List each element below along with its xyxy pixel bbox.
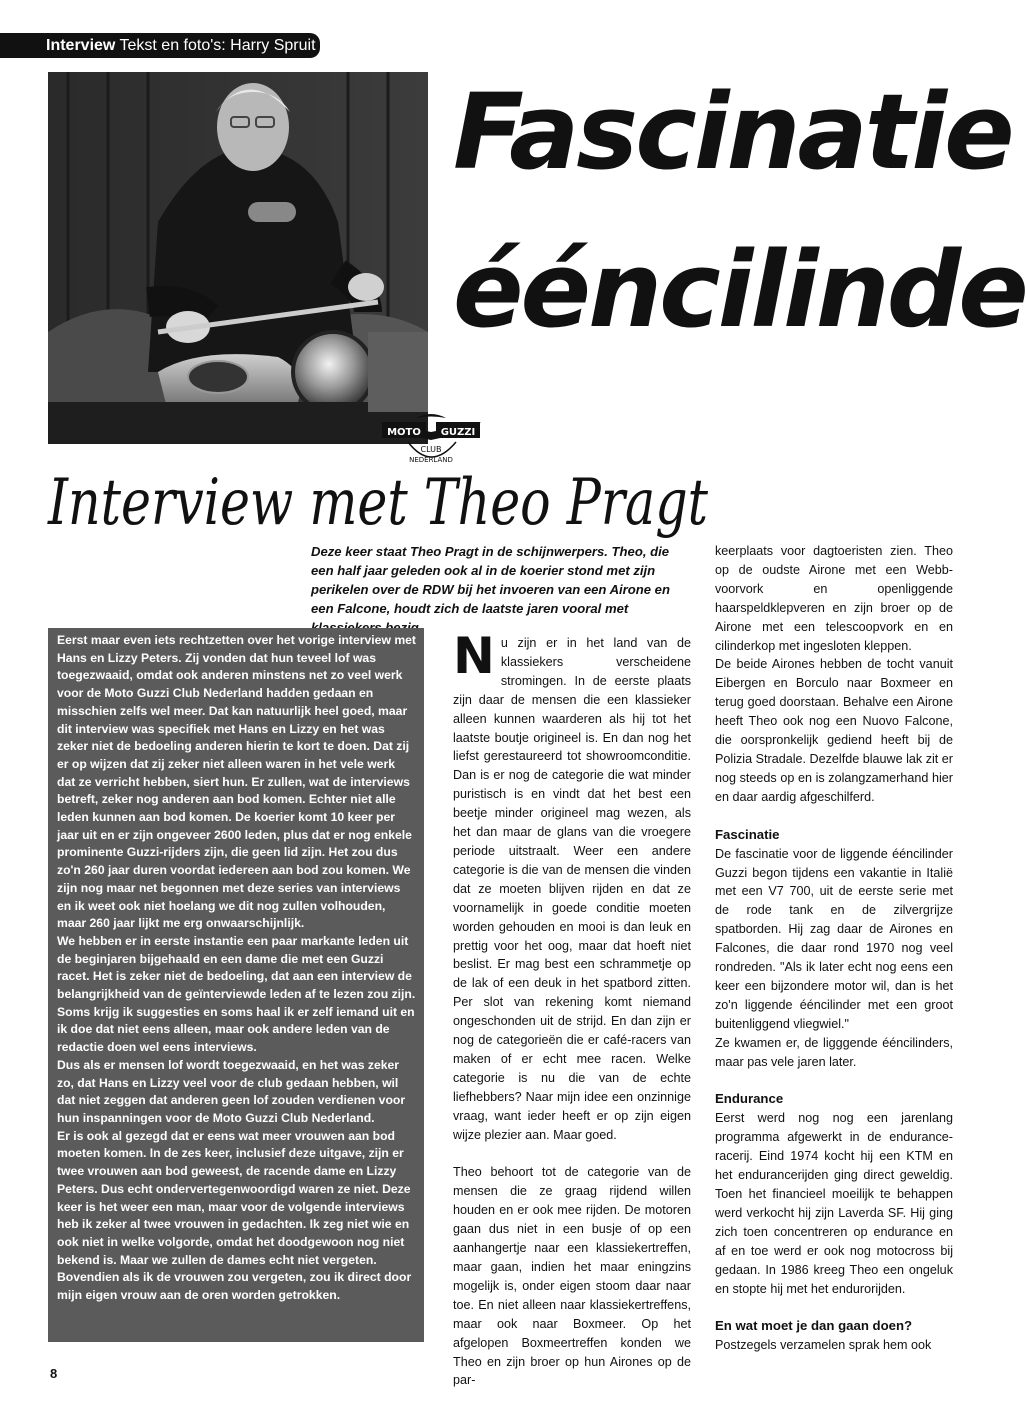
photo-illustration <box>48 72 428 444</box>
intro-paragraph: Deze keer staat Theo Pragt in de schijnwerpers. Theo, die een half jaar geleden ook al in de koerier stond met zijn perikelen over de RDW bij het invoeren van een Airone en een Falcone, houdt zich de laatste jaren vooral met <box>311 544 670 616</box>
logo-club-text: CLUB <box>420 445 442 454</box>
credit-label: Tekst en foto's: Harry Spruit <box>119 37 316 54</box>
article-column-2 <box>453 627 691 1390</box>
col3-paragraph-2: De beide Airones hebben de tocht vanuit Eibergen en Borculo naar Boxmeer en terug goed doorstaan. Behalve een Airone heeft Theo ook nog een Nuovo Falcone, die oorspronkelijk gediend heeft bij de Polizia Stradale. Dezelfde blauwe lak zit er nog steeds op en is zolangzamerhand hier en daar aardig afgeschilferd. <box>715 657 954 804</box>
page-number: 8 <box>50 1366 58 1381</box>
script-subtitle-text: Interview met Theo Pragt <box>47 466 709 540</box>
col3-paragraph-1: keerplaats voor dagtoeristen zien. Theo op de oudste Airone met een Webb-voorvork en openliggende haarspeldklepveren en zijn broer op de Airone met een telescoopvork en en cilinderkop met ingesloten kleppen. <box>715 544 953 653</box>
portrait-photo <box>48 72 428 444</box>
section-label: Interview <box>46 37 116 54</box>
subheading-endurance: Endurance <box>715 1091 784 1107</box>
col2-paragraph-2: Theo behoort tot de categorie van de mensen die ze graag rijdend willen houden en er ook mee rijden. De motoren gaan dus niet in een busje of op een aanhangertje naar een klassiekertreffen, maar gaan, indien het maar eningzins mogelijk is, onder eigen stoom daar naar toe. En niet alleen naar klassiekertreffens, maar ook naar Boxmeer. Op het afgelopen Boxmeertreffen konden we Theo en zijn broer op hun Airones op de par- <box>453 1165 691 1388</box>
headline-line-1: Fascinatie <box>453 71 1012 193</box>
section-header <box>0 33 320 58</box>
col3-paragraph-3: De fascinatie voor de liggende ééncilinder Guzzi begon tijdens een vakantie in Italië met een V7 700, uit de eerste serie met de rode tank en de zilvergrijze spatborden. Hij zag daar de Airones en Falcones, die daar rond 1970 nog veel rondreden. "Als ik later echt nog eens een keer een bijzondere motor wil, dan is het zo'n liggende ééncilinder met een groot buitenliggend vliegwiel." <box>715 846 953 1031</box>
logo-moto-text: MOTO <box>387 427 421 438</box>
col2-paragraph-1-text: u zijn er in het land van de klassiekers verscheidene stromingen. In de eerste plaats zijn daar de mensen die een klassieker alleen kunnen waarderen als hij tot het laatste boutje origineel is. En dan nog het liefst gerestaureerd tot showroomconditie. Dan is er nog de categorie die wat minder puristisch is en vindt dat het best een beetje minder origineel mag wezen, als het dan maar de glans van die vroegere periode uitstraalt. Weer een andere categorie is die van de mensen die vinden dat ze moeten blijven rijden en dat ze voornamelijk in goede conditie moeten worden gehouden en mooi is dan leuk en prettig voor het oog, maar dat hoeft niet beslist. Er mag best een schrammetje op de lak of een deuk in het spatbord zitten. Per slot van rekening komt niemand ongeschonden uit de strijd. En dan zijn er nog de categorieën die er café-racers van maken of er echt mee racen. Welke categorie is nu die van de echte liefhebbers? Naar mijn idee een onzinnige vraag, want ieder heeft er op zijn eigen wijze plezier aan. Maar goed. <box>453 636 691 1142</box>
box-paragraph-2: We hebben er in eerste instantie een paar markante leden uit de beginjaren bijgehaald en een dame die met een Guzzi racet. Het is zeker niet de bedoeling, dat aan een interview de belangrijkheid van de geïnterviewde leden af te lezen zou zijn. Soms krijg ik suggesties en soms haal ik er zelf iemand uit en ik doe dat niet eens alleen, maar ook andere leden van de redactie doen wel eens interviews. <box>57 933 416 1055</box>
headline-line-2: ééncilinde <box>453 229 1026 351</box>
col3-paragraph-4: Ze kwamen er, de ligggende ééncilinders, maar pas vele jaren later. <box>715 1035 953 1069</box>
logo-nederland-text: NEDERLAND <box>409 456 453 464</box>
box-paragraph-3: Dus als er mensen lof wordt toegezwaaid, en het was zeker zo, dat Hans en Lizzy veel voor de club gedaan hebben, wil dat niet zeggen dat anderen geen lof zouden verdienen voor hun inspanningen voor de Moto Guzzi Club Nederland. <box>57 1057 406 1125</box>
editorial-box <box>48 628 424 1342</box>
subheading-fascinatie: Fascinatie <box>715 826 780 842</box>
drop-cap: N <box>453 627 495 685</box>
logo-guzzi-text: GUZZI <box>440 427 476 438</box>
article-column-3 <box>715 542 953 1355</box>
box-paragraph-4: Er is ook al gezegd dat er eens wat meer vrouwen aan bod moeten komen. In de zes keer, inclusief deze uitgave, zijn er twee vrouwen aan bod geweest, de racende dame en Lizzy Peters. Dus echt ondervertegenwoordigd waren ze niet. Deze keer is het weer een man, maar voor de volgende interviews heb ik zeker al twee vrouwen in gedachten. Ik zeg niet wie en ook niet in welke volgorde, omdat het doodgewoon nog niet bekend is. Maar we zullen de dames echt niet vergeten. Bovendien als ik de vrouwen zou vergeten, zou ik direct door mijn eigen vrouw aan de oren worden getrokken. <box>57 1128 412 1303</box>
col2-paragraph-1 <box>453 627 691 1144</box>
col3-paragraph-5: Eerst werd nog nog een jarenlang programma afgewerkt in de endurance-racerij. Eind 1974 kocht hij een KTM en het endurancerijden ging direct geweldig. Toen het financieel moeilijk te behappen werd verkocht hij zijn Laverda SF. Hij ging zich toen concentreren op endurance en af en toe werd er ook nog motocross bij gedaan. In 1986 kreeg Theo een ongeluk en stopte hij met het endurorijden. <box>715 1111 953 1296</box>
script-subtitle <box>44 452 724 552</box>
box-paragraph-1: Eerst maar even iets rechtzetten over het vorige interview met Hans en Lizzy Peters. Zij vonden dat hun teveel lof was toegezwaaid, omdat ook anderen minstens net zo veel werk voor de Moto Guzzi Club Nederland hadden gedaan en misschien zelfs wel meer. Dat kan natuurlijk heel goed, maar dit interview was specifiek met Hans en Lizzy en het was zeker niet de bedoeling anderen hierin te kort te doen. Dat zij er op wijzen dat zij zeker niet alleen waren in het vele werk dat ze verricht hebben, siert hun. Er zullen, wat de interviews betreft, zeker nog anderen aan bod komen. Echter niet alle leden kunnen aan bod komen. De koerier komt 10 keer per jaar uit en er zijn ongeveer 2600 leden, plus dat er nog enkele prominente Guzzi-rijders zijn, die geen lid zijn. Het zou dus zo'n 260 jaar duren voordat iedereen aan bod zou komen. We zijn nog maar net begonnen met deze series van interviews en ik weet ook niet hoelang we dit nog zullen volhouden, maar 260 jaar lijkt me erg onwaarschijnlijk. <box>57 633 416 931</box>
subheading-wat-moet-je: En wat moet je dan gaan doen? <box>715 1318 913 1334</box>
col3-paragraph-6: Postzegels verzamelen sprak hem ook <box>715 1338 932 1353</box>
